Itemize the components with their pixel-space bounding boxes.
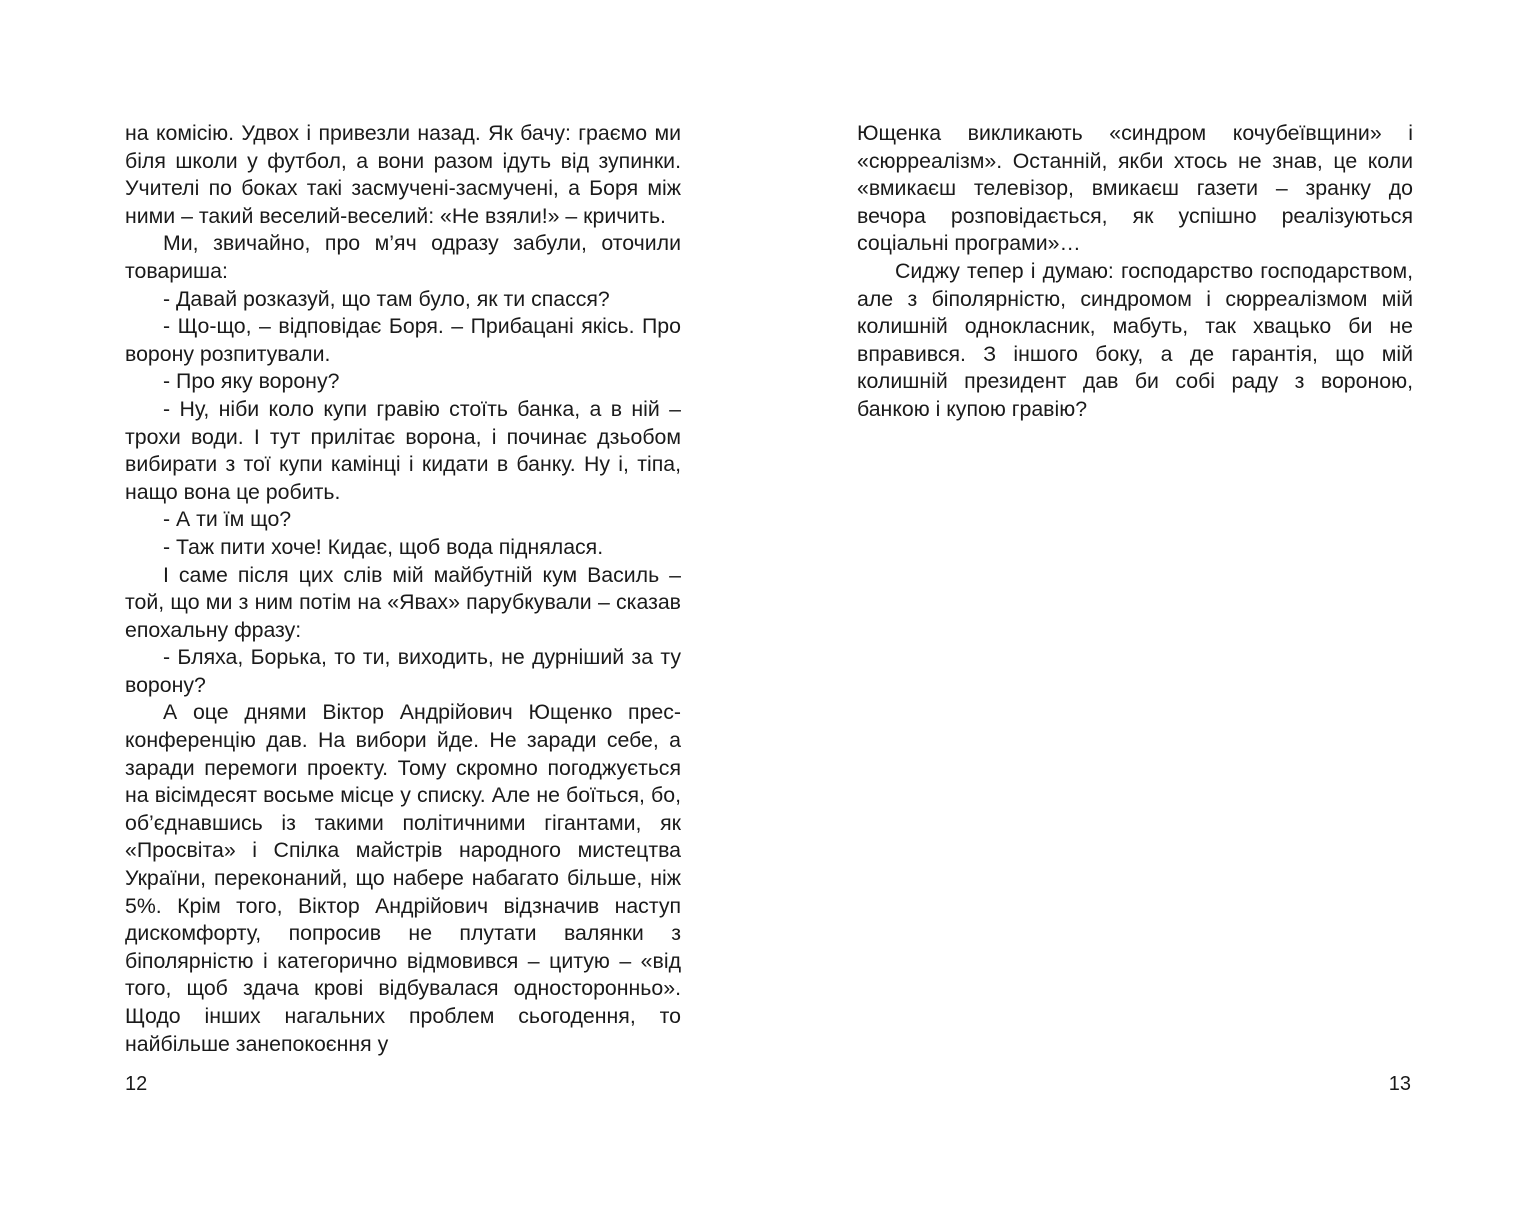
dialogue-line: - Таж пити хоче! Кидає, щоб вода піднялася. <box>163 534 604 559</box>
right-page-text <box>857 120 1413 424</box>
left-page <box>0 0 767 1211</box>
paragraph: Сиджу тепер і думаю: господарство господарством, але з біполярністю, синдромом і сюрреалізмом мій колишній однокласник, мабуть, так хвацько би не вправився. З іншого боку, а де гарантія, що мій колишній президент дав би собі раду з вороною, банкою і купою гравію? <box>857 258 1413 421</box>
paragraph: А оце днями Віктор Андрійович Ющенко прес-конференцію дав. На вибори йде. Не заради себе, а заради перемоги проекту. Тому скромно погоджується на вісімдесят восьме місце у списку. Але не боїться, бо, об’єднавшись із такими політичними гігантами, як «Просвіта» і Спілка майстрів народного мистецтва України, переконаний, що набере набагато більше, ніж 5%. Крім того, Віктор Андрійович відзначив наступ дискомфорту, попросив не плутати валянки з біполярністю і категорично відмовився – цитую – «від того, щоб здача крові відбувалася односторонньо». Щодо інших нагальних проблем сьогодення, то найбільше занепокоєння у <box>125 700 681 1056</box>
dialogue-line: - Бляха, Борька, то ти, виходить, не дурніший за ту ворону? <box>125 645 681 697</box>
page-number: 13 <box>1388 1073 1411 1095</box>
dialogue-line: - Про яку ворону? <box>163 369 340 394</box>
dialogue-line: - Що-що, – відповідає Боря. – Прибацані якісь. Про ворону розпитували. <box>125 314 681 366</box>
paragraph: І саме після цих слів мій майбутній кум Василь – той, що ми з ним потім на «Явах» парубкували – сказав епохальну фразу: <box>125 562 681 642</box>
right-page <box>767 0 1535 1211</box>
paragraph: Ми, звичайно, про м’яч одразу забули, оточили товариша: <box>125 231 681 283</box>
dialogue-line: - Ну, ніби коло купи гравію стоїть банка, а в ній – трохи води. І тут прилітає ворона, і починає дзьобом вибирати з тої купи камінці і кидати в банку. Ну і, тіпа, нащо вона це робить. <box>125 396 681 504</box>
page-number: 12 <box>125 1073 148 1095</box>
paragraph: на комісію. Удвох і привезли назад. Як бачу: граємо ми біля школи у футбол, а вони разом ідуть від зупинки. Учителі по боках такі засмучені-засмучені, а Боря між ними – такий веселий-веселий: «Не взяли!» – кричить. <box>125 121 681 228</box>
left-page-text <box>125 120 681 1058</box>
dialogue-line: - Давай розказуй, що там було, як ти спасся? <box>163 286 610 311</box>
dialogue-line: - А ти їм що? <box>163 507 292 532</box>
paragraph: Ющенка викликають «синдром кочубеївщини» і «сюрреалізм». Останній, якби хтось не знав, це коли «вмикаєш телевізор, вмикаєш газети – зранку до вечора розповідається, як успішно реалізуються соціальні програми»… <box>857 121 1413 256</box>
